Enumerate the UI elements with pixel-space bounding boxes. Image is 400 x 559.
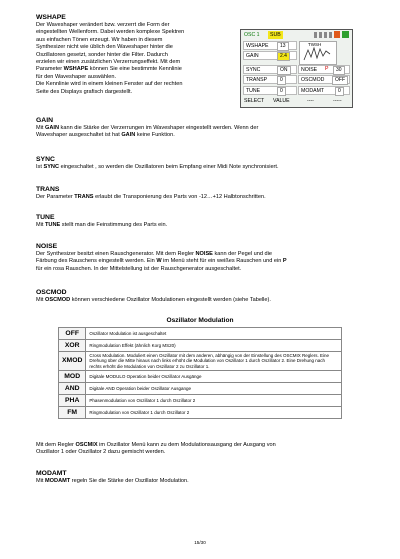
tune-heading: TUNE [36,214,55,221]
footer-select[interactable]: SELECT [244,98,265,104]
modamt-row[interactable]: MODAMT [298,86,350,95]
noise-text: Färbung des Rauschens eingestellt werden. Ein W im Menü steht für ein weißes Rauschen und ein P [36,258,287,265]
transp-value: 0 [277,76,286,85]
noise-row[interactable]: NOISE [298,65,350,74]
sync-section [36,156,362,171]
gain-heading: GAIN [36,117,53,124]
battery-icon [334,31,340,38]
noise-text: Der Synthesizer besitzt einen Rauschgenerator. Mit dem Regler NOISE kann der Pegel und die [36,251,273,257]
gain-section [36,117,362,140]
mode-key: OFF [59,328,86,340]
tune-section [36,214,362,229]
wshape-line: Oszillatoren gesetzt, sonder hinter die Filter. Dadurch [36,51,168,58]
mode-desc: Digitale AND Operation beider Oszillator Ausgange [86,383,342,395]
oscmix-text: Mit dem Regler OSCMIX im Oszillator Menü kann zu dem Modulationsausgang der Ausgang von [36,442,276,448]
oscmod-heading: OSCMOD [36,289,67,296]
osc-tab: OSC 1 [244,32,260,38]
sync-heading: SYNC [36,156,55,163]
wshape-line: eingestellten Wellenform. Dabei werden komplexe Spektren [36,29,185,36]
mode-desc: Digitale MODULO Operation beider Oszillator Ausgänge [86,371,342,383]
modamt-section [36,470,362,485]
tune-row[interactable]: TUNE [243,86,297,95]
wshape-row[interactable]: WSHAPE [243,41,297,50]
table-row [59,352,342,371]
mode-key: PHA [59,395,86,407]
table-row [59,395,342,407]
wshape-line: Synthesizer nicht wie üblich den Waveshaper hinter die [36,44,173,51]
trans-text: Der Parameter TRANS erlaubt die Transponierung des Parts von -12…+12 Halbtonschritten. [36,194,266,200]
mode-key: AND [59,383,86,395]
trans-section [36,186,362,201]
table-row [59,340,342,352]
table-row [59,383,342,395]
table-title: Oszillator Modulation [166,317,234,324]
transp-row[interactable]: TRANSP [243,75,297,84]
mode-desc: Phasenmodulation von Oszillator 1 durch Oszillator 2 [86,395,342,407]
noise-value: 30 [333,66,345,75]
gain-text: Waveshaper ausgeschaltet ist hat GAIN keine Funktion. [36,132,175,139]
mode-key: XMOD [59,352,86,371]
sync-row[interactable]: SYNC [243,65,297,74]
footer-value[interactable]: VALUE [273,98,290,104]
tune-text: Mit TUNE stellt man die Feinstimmung des Parts ein. [36,222,168,228]
oscmix-section [36,442,362,457]
sync-text: Ist SYNC eingeschaltet , so werden die Oszillatoren beim Empfang einer Midi Note synchronisiert. [36,164,279,170]
status-icons [314,32,332,38]
wshape-line: Parameter WSHAPE können Sie eine bestimmte Kennlinie [36,66,182,73]
osc-display-panel [240,29,353,108]
waveshape-graph [299,41,337,65]
modamt-text: Mit MODAMT regeln Sie die Stärke der Oszillator Modulation. [36,478,189,484]
wshape-line: aus einfachen Tönen erzeugt. Wir haben in diesem [36,36,163,43]
gain-text: Mit GAIN kann die Stärke der Verzerrungen im Waveshaper eingestellt werden. Wenn der [36,125,259,131]
table-row [59,328,342,340]
oscmod-section [36,289,362,304]
mode-desc: Oszillator Modulation ist ausgeschaltet [86,328,342,340]
level-icon [342,31,349,38]
wshape-section [36,14,246,96]
wshape-line: Die Kennlinie wird in einem kleinen Fenster auf der rechten [36,81,183,88]
oscmod-value: OFF [332,76,348,85]
graph-label: TWSH [308,42,322,47]
wave-curve [300,42,336,64]
gain-row[interactable]: GAIN [243,51,297,60]
oscmix-text: Oszillator 1 oder Oszillator 2 dazu gemischt werden. [36,449,166,456]
oscmod-table [58,327,342,419]
page-number: 15/30 [194,540,206,545]
wshape-line: erzielen wir einen zusätzlichen Verzerrungseffekt. Mit dem [36,59,181,66]
modamt-value: 0 [335,87,344,96]
mode-desc: Cross Modulation. Moduliert einen Oszillator mit dem anderen, abhängig von der Einstellung des OSCMIX Reglers. Eine Drehung über die Mitte hinaus nach links erhöht die Modulation von Oszillator 1 durch Oszillator 2. Eine Drehung nach rechts erhöht die Modulation von Oszillator 2 zu Oszillator 1. [86,352,342,371]
sub-tab: SUB [270,32,281,38]
mode-key: FM [59,407,86,419]
wshape-value: 13 [277,42,289,51]
mode-key: XOR [59,340,86,352]
sync-value: ON [277,66,291,75]
wshape-heading: WSHAPE [36,14,66,21]
noise-mode: P [325,66,329,72]
mode-desc: Ringmodulation Effekt (ähnlich Korg MS20) [86,340,342,352]
oscmod-text: Mit OSCMOD können verschiedene Oszillator Modulationen eingestellt werden (siehe Tabelle). [36,297,271,303]
wshape-line: Seite des Displays grafisch dargestellt. [36,88,133,95]
mode-key: MOD [59,371,86,383]
noise-text: für ein rosa Rauschen. In der Mittelstellung ist der Rauschgenerator ausgeschaltet. [36,265,242,272]
modamt-heading: MODAMT [36,470,67,477]
footer-slot4[interactable]: ----- [333,98,342,104]
table-row [59,371,342,383]
gain-value: 2.4 [277,52,290,61]
wshape-line: Der Waveshaper verändert bzw. verzerrt die Form der [36,22,170,28]
footer-slot3[interactable]: ---- [307,98,314,104]
table-row [59,407,342,419]
trans-heading: TRANS [36,186,60,193]
noise-heading: NOISE [36,243,58,250]
wshape-line: für den Waveshaper auswählen. [36,73,117,80]
tune-value: 0 [277,87,286,96]
mode-desc: Ringmodulation von Oszillator 1 durch Oszillator 2 [86,407,342,419]
noise-section [36,243,362,273]
oscmod-row[interactable]: OSCMOD [298,75,350,84]
